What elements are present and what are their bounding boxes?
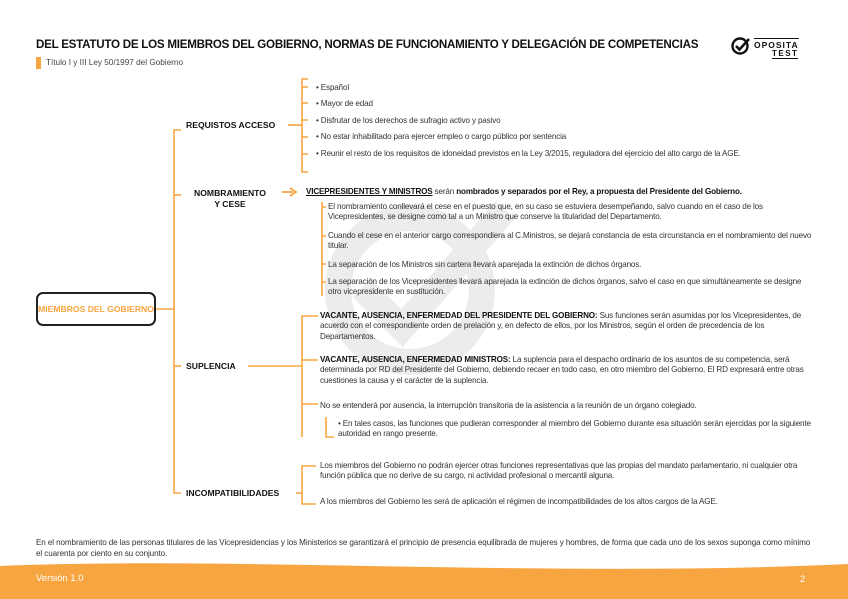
list-item: • Mayor de edad <box>316 99 816 109</box>
list-item: Cuando el cese en el anterior cargo correspondiera al C.Ministros, se dejará constancia de esta circunstancia en el nombramiento del nuevo titular. <box>328 231 812 251</box>
page-subtitle: Título I y III Ley 50/1997 del Gobierno <box>46 58 183 67</box>
suplencia-ausencia: No se entenderá por ausencia, la interrupción transitoria de la asistencia a la reunión de un órgano colegiado. <box>320 401 697 410</box>
footer-wave <box>0 560 848 599</box>
list-item: • Español <box>316 83 816 93</box>
headline-rest: nombrados y separados por el Rey, a propuesta del Presidente del Gobierno. <box>456 187 742 196</box>
suplencia-presidente-heading: VACANTE, AUSENCIA, ENFERMEDAD DEL PRESIDENTE DEL GOBIERNO: <box>320 311 598 320</box>
branch-requisitos-acceso: REQUISTOS ACCESO <box>186 120 276 130</box>
page-title: DEL ESTATUTO DE LOS MIEMBROS DEL GOBIERNO, NORMAS DE FUNCIONAMIENTO Y DELEGACIÓN DE COMPETENCIAS <box>36 38 699 51</box>
list-item: Los miembros del Gobierno no podrán ejercer otras funciones representativas que las propias del mandato parlamentario, ni cualquier otra función pública que no derive de su cargo, ni actividad profesional o mercantil alguna. <box>320 461 798 481</box>
nombramiento-headline <box>306 187 818 197</box>
list-item: La separación de los Ministros sin cartera llevará aparejada la extinción de dichos órganos. <box>328 260 642 269</box>
footer-note: En el nombramiento de las personas titulares de las Vicepresidencias y los Ministerios se garantizará el principio de presencia equilibrada de mujeres y hombres, de forma que cada uno de los sexos suponga como mínimo el cuarenta por ciento en su conjunto. <box>36 538 811 558</box>
suplencia-ministros-text: La suplencia para el despacho ordinario de los asuntos de su competencia, será determinada por RD del Presidente del Gobierno, debiendo recaer en todo caso, en otro miembro del Gobierno. El RD expresará entre otras cuestiones la causa y el carácter de la suplencia. <box>320 355 804 385</box>
suplencia-presidente-text: Sus funciones serán asumidas por los Vicepresidentes, de acuerdo con el correspondiente orden de prelación y, en defecto de ellos, por los Ministros, según el orden de precedencia de los Departamentos. <box>320 311 802 341</box>
list-item: El nombramiento conllevará el cese en el puesto que, en su caso se estuviera desempeñando, salvo cuando en el caso de los Vicepresidentes, se designe como tal a un Ministro que conserve la titularidad del Departamento. <box>328 202 763 222</box>
list-item: • Reunir el resto de los requisitos de idoneidad previstos en la Ley 3/2015, reguladora del ejercicio del alto cargo de la AGE. <box>316 149 816 159</box>
list-item: La separación de los Vicepresidentes llevará aparejada la extinción de dichos órganos, salvo el caso en que simultáneamente se designe otro vicepresidente en sustitución. <box>328 277 802 297</box>
logo-text-oposita: OPOSITA <box>754 40 799 50</box>
branch-suplencia: SUPLENCIA <box>186 361 236 371</box>
suplencia-ministros <box>320 355 816 386</box>
suplencia-presidente <box>320 311 816 342</box>
branch-label-line2: Y CESE <box>214 199 246 209</box>
list-item: • Disfrutar de los derechos de sufragio activo y pasivo <box>316 116 816 126</box>
logo-text-test: TEST <box>772 49 799 58</box>
page-number: 2 <box>800 574 806 585</box>
headline-vicepresidentes-ministros: VICEPRESIDENTES Y MINISTROS <box>306 187 433 196</box>
version-label: Versión 1.0 <box>36 573 84 584</box>
branch-incompatibilidades: INCOMPATIBILIDADES <box>186 488 280 498</box>
branch-nombramiento-cese <box>186 188 274 210</box>
list-item: • En tales casos, las funciones que pudieran corresponder al miembro del Gobierno durante esa situación serán ejercidas por la siguiente autoridad en rango presente. <box>338 419 816 440</box>
suplencia-ministros-heading: VACANTE, AUSENCIA, ENFERMEDAD MINISTROS: <box>320 355 511 364</box>
list-item: • No estar inhabilitado para ejercer empleo o cargo público por sentencia <box>316 132 816 142</box>
root-node-miembros-gobierno: MIEMBROS DEL GOBIERNO <box>36 292 156 326</box>
branch-label-line1: NOMBRAMIENTO <box>194 188 266 198</box>
list-item: A los miembros del Gobierno les será de aplicación el régimen de incompatibilidades de los altos cargos de la AGE. <box>320 497 718 506</box>
headline-connector: serán <box>432 187 457 196</box>
